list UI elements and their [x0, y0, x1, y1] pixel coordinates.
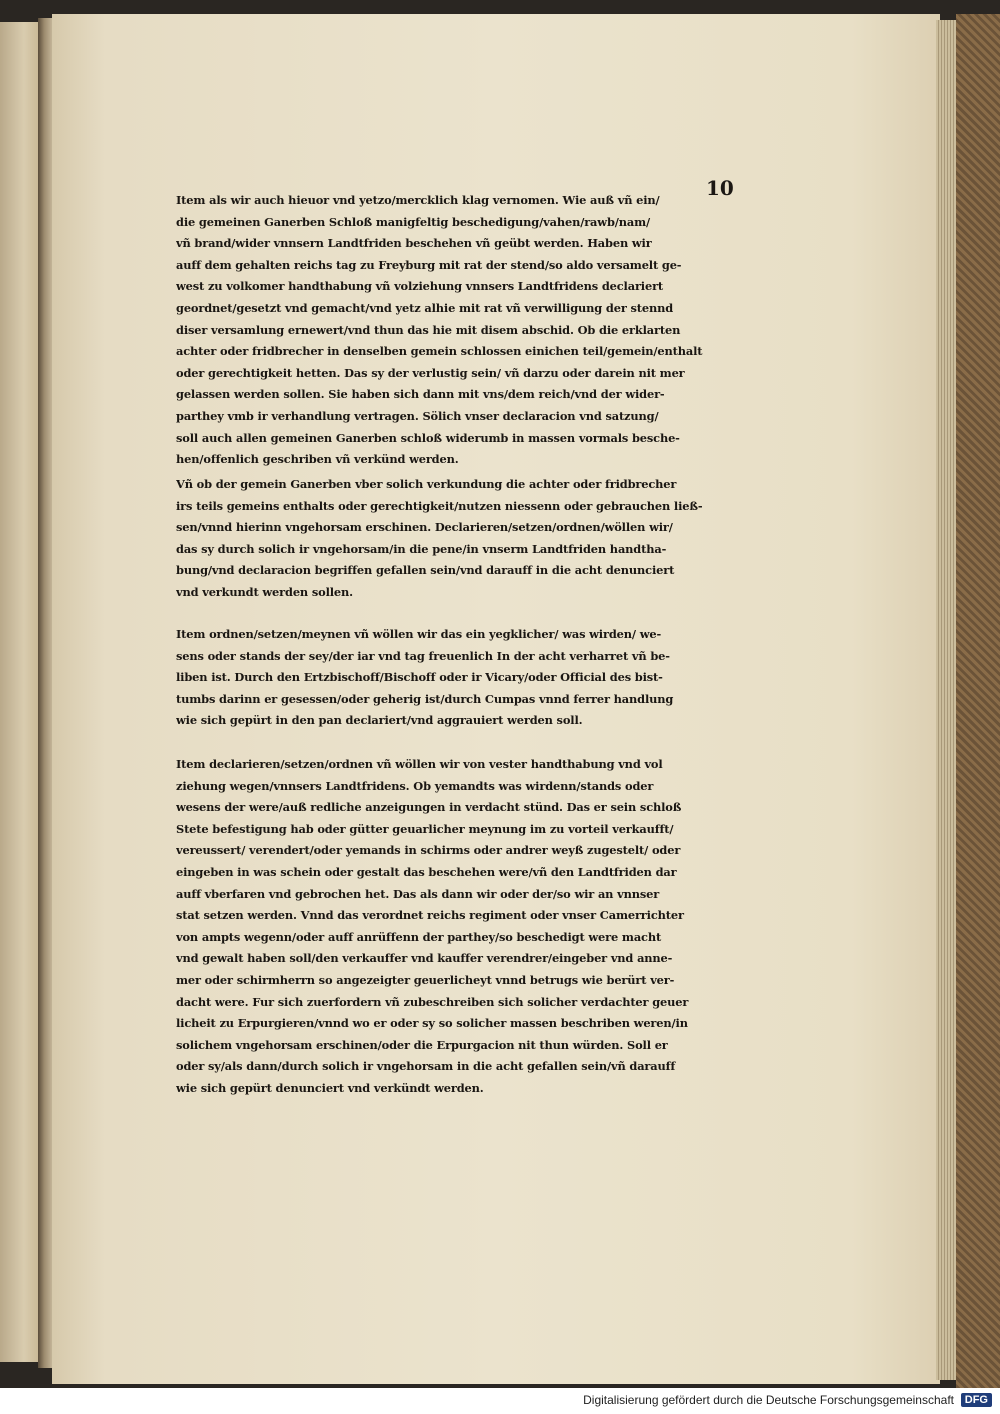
text-line: das sy durch solich ir vngehorsam/in die pene/in vnserm Landtfriden handtha-: [176, 541, 667, 556]
text-line: Stete befestigung hab oder gütter geuarlicher meynung im zu vorteil verkaufft/: [176, 821, 674, 836]
dfg-logo: DFG: [961, 1393, 992, 1407]
text-line: auff vberfaren vnd gebrochen het. Das als dann wir oder der/so wir an vnnser: [176, 886, 660, 901]
text-line: sens oder stands der sey/der iar vnd tag freuenlich In der acht verharret vñ be-: [176, 648, 670, 663]
text-line: Item ordnen/setzen/meynen vñ wöllen wir das ein yegklicher/ was wirden/ we-: [176, 627, 662, 641]
text-line: wesens der were/auß redliche anzeigungen in verdacht stünd. Das er sein schloß: [176, 800, 682, 815]
text-line: licheit zu Erpurgieren/vnnd wo er oder sy so solicher massen beschriben weren/in: [176, 1016, 688, 1031]
text-line: diser versamlung ernewert/vnd thun das hie mit disem abschid. Ob die erklarten: [176, 322, 681, 337]
page-edges: [936, 20, 958, 1380]
text-line: oder sy/als dann/durch solich ir vngehorsam in die acht gefallen sein/vñ darauff: [176, 1059, 676, 1074]
text-line: Vñ ob der gemein Ganerben vber solich verkundung die achter oder fridbrecher: [176, 477, 677, 491]
book-cover-edge: [956, 14, 1000, 1388]
text-line: Item declarieren/setzen/ordnen vñ wöllen wir von vester handthabung vnd vol: [176, 757, 663, 771]
text-line: ziehung wegen/vnnsers Landtfridens. Ob yemandts was wirdenn/stands oder: [176, 778, 654, 793]
text-line: achter oder fridbrecher in denselben gemein schlossen einichen teil/gemein/enthalt: [176, 344, 703, 359]
text-line: von ampts wegenn/oder auff anrüffenn der parthey/so beschedigt were macht: [176, 929, 662, 944]
text-line: vnd gewalt haben soll/den verkauffer vnd kauffer verendrer/eingeber vnd anne-: [176, 951, 673, 966]
text-line: solichem vngehorsam erschinen/oder die Erpurgacion nit thun würden. Soll er: [176, 1037, 668, 1052]
text-line: liben ist. Durch den Ertzbischoff/Bischoff oder ir Vicary/oder Official des bist-: [176, 670, 663, 685]
text-line: geordnet/gesetzt vnd gemacht/vnd yetz alhie mit rat vñ verwilligung der stennd: [176, 300, 674, 315]
text-line: dacht were. Fur sich zuerfordern vñ zubeschreiben sich solicher verdachter geuer: [176, 994, 689, 1009]
paragraph-3: [176, 624, 766, 732]
text-line: tumbs darinn er gesessen/oder geherig ist/durch Cumpas vnnd ferrer handlung: [176, 691, 674, 706]
text-line: hen/offenlich geschriben vñ verkünd werden.: [176, 452, 459, 467]
paragraph-4: [176, 754, 766, 1100]
text-line: irs teils gemeins enthalts oder gerechtigkeit/nutzen niessenn oder gebrauchen ließ-: [176, 498, 703, 513]
text-line: wie sich gepürt in den pan declariert/vnd aggrauiert werden soll.: [176, 713, 583, 728]
text-line: vereussert/ verendert/oder yemands in schirms oder andrer weyß zugestelt/ oder: [176, 843, 681, 858]
text-line: bung/vnd declaracion begriffen gefallen sein/vnd darauff in die acht denunciert: [176, 563, 675, 578]
text-line: mer oder schirmherrn so angezeigter geuerlicheyt vnnd betrugs wie berürt ver-: [176, 972, 675, 987]
paragraph-2: [176, 474, 766, 604]
text-line: vñ brand/wider vnnsern Landtfriden beschehen vñ geübt werden. Haben wir: [176, 236, 652, 251]
left-page-edge: [0, 22, 40, 1362]
text-line: parthey vmb ir verhandlung vertragen. Sölich vnser declaracion vnd satzung/: [176, 408, 659, 423]
text-line: west zu volkomer handthabung vñ volziehung vnnsers Landtfridens declariert: [176, 279, 664, 294]
text-line: stat setzen werden. Vnnd das verordnet reichs regiment oder vnser Camerrichter: [176, 908, 684, 923]
text-line: soll auch allen gemeinen Ganerben schloß widerumb in massen vormals besche-: [176, 430, 680, 445]
text-line: Item als wir auch hieuor vnd yetzo/mercklich klag vernomen. Wie auß vñ ein/: [176, 193, 660, 207]
text-line: wie sich gepürt denunciert vnd verkündt werden.: [176, 1080, 484, 1095]
text-line: sen/vnnd hierinn vngehorsam erschinen. Declarieren/setzen/ordnen/wöllen wir/: [176, 520, 673, 535]
footer-bar: [0, 1388, 1000, 1414]
text-line: gelassen werden sollen. Sie haben sich dann mit vns/dem reich/vnd der wider-: [176, 387, 665, 402]
folio-number: 10: [706, 176, 734, 200]
text-line: oder gerechtigkeit hetten. Das sy der verlustig sein/ vñ darzu oder darein nit mer: [176, 365, 685, 380]
funding-credit: Digitalisierung gefördert durch die Deutsche Forschungsgemeinschaft: [583, 1393, 954, 1407]
text-line: auff dem gehalten reichs tag zu Freyburg mit rat der stend/so aldo versamelt ge-: [176, 257, 682, 272]
text-line: die gemeinen Ganerben Schloß manigfeltig beschedigung/vahen/rawb/nam/: [176, 214, 651, 229]
text-line: vnd verkundt werden sollen.: [176, 584, 353, 599]
paragraph-1: [176, 190, 766, 471]
text-line: eingeben in was schein oder gestalt das beschehen were/vñ den Landtfriden dar: [176, 864, 677, 879]
